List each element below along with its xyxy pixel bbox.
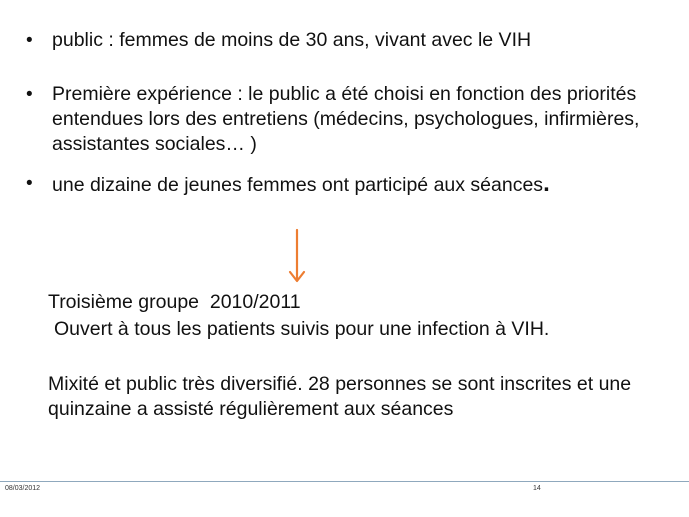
bullet-item-dizaine (22, 171, 672, 198)
mix-paragraph: Mixité et public très diversifié. 28 personnes se sont inscrites et une quinzaine a assisté régulièrement aux séances (48, 373, 632, 420)
bullet-text: public : femmes de moins de 30 ans, vivant avec le VIH (52, 29, 532, 51)
bullet-text: Première expérience : le public a été choisi en fonction des priorités entendues lors des entretiens (médecins, psychologues, infirmières, assistantes sociales… ) (52, 83, 640, 155)
group-description: Ouvert à tous les patients suivis pour une infection à VIH. (54, 318, 550, 340)
arrow-down-icon (285, 228, 309, 286)
bullet-dot: • (26, 30, 33, 51)
bullet-end-mark: . (543, 170, 550, 197)
bullet-text: une dizaine de jeunes femmes ont participé aux séances (52, 174, 544, 196)
bullet-dot: • (26, 84, 33, 105)
bullet-item-premiere-experience (22, 82, 672, 157)
bullet-dot: • (26, 173, 33, 194)
third-group-block (48, 289, 678, 343)
bullet-list (22, 28, 672, 198)
footer-page-number: 14 (533, 485, 541, 492)
footer-divider (0, 481, 689, 482)
footer-date: 08/03/2012 (5, 485, 41, 492)
bullet-item-public (22, 28, 672, 53)
group-title: Troisième groupe 2010/2011 (48, 291, 301, 313)
